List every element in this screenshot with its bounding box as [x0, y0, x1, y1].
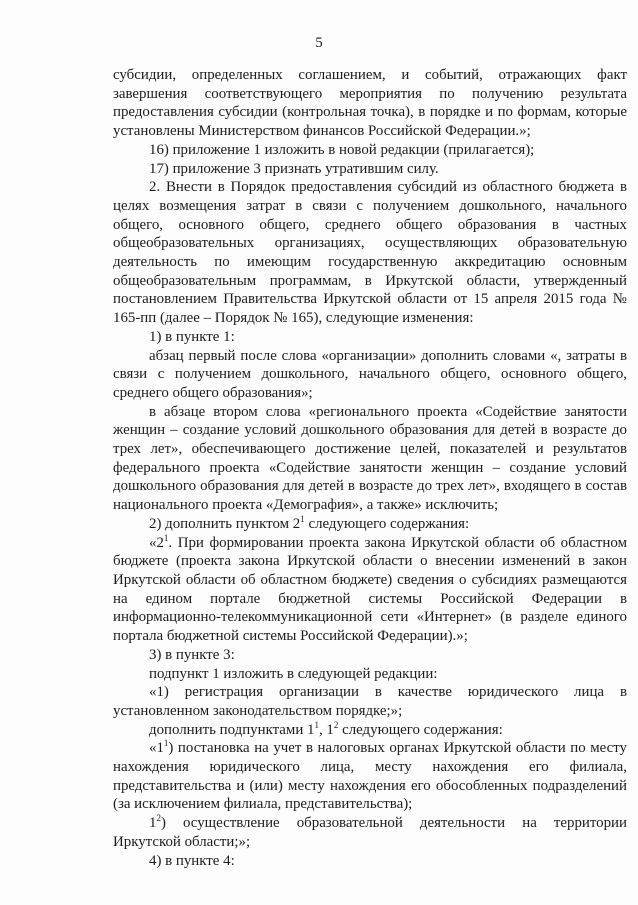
- paragraph-subpoint-1-2: [113, 814, 627, 851]
- text-run: ) осуществление образовательной деятельности на территории Иркутской области;»;: [113, 815, 627, 850]
- text-run: следующего содержания:: [304, 515, 470, 532]
- paragraph-point-3: 3) в пункте 3:: [149, 646, 235, 663]
- text-run: ) постановка на учет в налоговых органах Иркутской области по месту нахождения юридического лица, месту нахождения его филиала, представительства и (или) месту нахождения его обособленных подразделений (за исключением филиала, представительства);: [113, 740, 627, 813]
- paragraph-point-4: 4) в пункте 4:: [149, 852, 235, 869]
- superscript: 2: [156, 813, 161, 824]
- paragraph-item-17: 17) приложение 3 признать утратившим силу.: [149, 160, 439, 177]
- superscript: 2: [333, 719, 339, 730]
- text-run: . При формировании проекта закона Иркутской области об областном бюджете (проекта закона Иркутской области о внесении изменений в закон Иркутской области об областном бюджете) сведения о субсидиях размещаются на едином портале бюджетной системы Российской Федерации в информационно-телекоммуникационной сети «Интернет» (в разделе единого портала бюджетной системы Российской Федерации).»;: [113, 534, 627, 645]
- superscript: 1: [163, 738, 169, 749]
- text-run: , 1: [318, 721, 334, 738]
- paragraph-add-subpoints: [113, 721, 627, 740]
- paragraph-point-1: 1) в пункте 1:: [149, 328, 235, 345]
- superscript: 1: [300, 513, 305, 524]
- text-run: 2) дополнить пунктом 2: [149, 515, 301, 532]
- paragraph-point-2: [113, 515, 627, 534]
- paragraph-subsidy-continuation: субсидии, определенных соглашением, и событий, отражающих факт завершения соответствующего мероприятия по получению результата предоставления субсидии (контрольная точка), в порядке и по формам, которые установлены Министерством финансов Российской Федерации.»;: [113, 67, 627, 140]
- paragraph-subpoint-1-text: «1) регистрация организации в качестве юридического лица в установленном законодательством порядке;»;: [113, 684, 627, 719]
- superscript: 1: [314, 719, 319, 730]
- page-number: 5: [315, 35, 323, 51]
- text-run: дополнить подпунктами 1: [149, 721, 315, 738]
- superscript: 1: [163, 532, 169, 543]
- paragraph-subpoint-1-1: [113, 739, 627, 814]
- paragraph-abzac-first: абзац первый после слова «организации» дополнить словами «, затраты в связи с получением дошкольного, начального общего, основного общего, среднего общего образования»;: [113, 347, 627, 401]
- paragraph-abzac-second: в абзаце втором слова «регионального проекта «Содействие занятости женщин – создание условий дошкольного образования для детей в возрасте до трех лет», обеспечивающего достижение целей, показателей и результатов федерального проекта «Содействие занятости женщин – создание условий дошкольного образования для детей в возрасте до трех лет», входящего в состав национального проекта «Демография», а также» исключить;: [113, 403, 627, 514]
- text-run: «2: [149, 534, 164, 551]
- document-body: [113, 66, 627, 870]
- paragraph-section-2: 2. Внести в Порядок предоставления субсидий из областного бюджета в целях возмещения затрат в связи с получением дошкольного, начального общего, основного общего, среднего общего образования в частных общеобразовательных организациях, осуществляющих образовательную деятельность по имеющим государственную аккредитацию основным общеобразовательным программам, в Иркутской области, утвержденный постановлением Правительства Иркутской области от 15 апреля 2015 года № 165-пп (далее – Порядок № 165), следующие изменения:: [113, 179, 627, 327]
- paragraph-point-2-1: [113, 534, 627, 646]
- text-run: следующего содержания:: [338, 721, 503, 738]
- text-run: 1: [149, 815, 157, 832]
- paragraph-item-16: 16) приложение 1 изложить в новой редакции (прилагается);: [149, 141, 535, 158]
- paragraph-subpoint-1-intro: подпункт 1 изложить в следующей редакции:: [149, 665, 438, 682]
- text-run: «1: [149, 740, 164, 757]
